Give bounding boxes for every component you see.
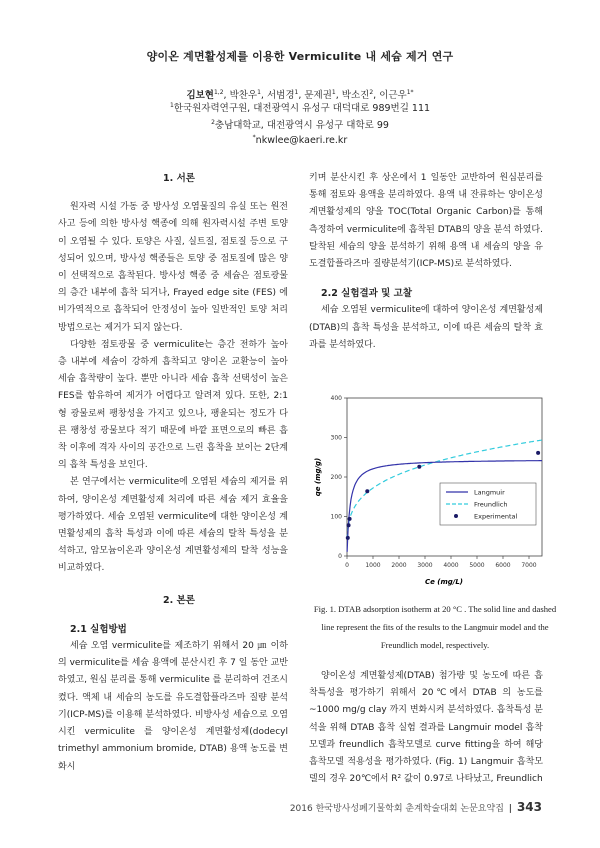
author-name: 박소진 [341, 90, 370, 102]
x-tick-label: 3000 [417, 562, 433, 569]
paper-title: 양이온 계면활성제를 이용한 Vermiculite 내 세슘 제거 연구 [146, 50, 454, 63]
left-column [58, 170, 288, 776]
section-body-heading: 2. 본론 [163, 594, 195, 606]
footer-separator: | [508, 804, 513, 814]
right-column-top [309, 170, 543, 354]
proceedings-title: 2016 한국방사성폐기물학회 춘계학술대회 논문요약집 [289, 804, 504, 814]
experimental-point [347, 523, 351, 527]
subsection-results-heading: 2.2 실험결과 및 고찰 [321, 288, 412, 300]
legend-langmuir-label: Langmuir [474, 488, 505, 497]
chart-legend [440, 483, 536, 525]
author-name: 서범경 [266, 90, 295, 102]
x-tick-label: 5000 [469, 562, 485, 569]
results-paragraph-1: 세슘 오염된 vermiculite에 대하여 양이온성 계면활성제(DTAB)의 흡착 특성을 분석하고, 이에 따른 세슘의 탈착 효과를 분석하였다. [309, 305, 543, 350]
experimental-point [346, 536, 350, 540]
author-name: 이근우 [379, 90, 407, 102]
experimental-point [348, 517, 352, 521]
y-tick-label: 200 [330, 474, 342, 481]
experimental-point [417, 465, 421, 469]
section-introduction-heading: 1. 서론 [163, 173, 195, 184]
y-tick-label: 300 [330, 434, 342, 442]
y-tick-label: 100 [330, 513, 342, 521]
methods-paragraph: 세슘 오염 vermiculite를 제조하기 위해서 20 ㎛ 이하의 vermiculite를 세슘 용액에 분산시킨 후 7 일 동안 교반하였고, 원심 분리를 통해 vermiculite 를 분리하여 건조시켰다. 액체 내 세슘의 농도를 유도결합플라즈마 질량 분석기(ICP-MS)를 이용해 분석하였다. 비방사성 세슘으로 오염시킨 vermiculite 를 양이온성 계면활성제(dodecyl trimethyl ammonium bromide, DTAB) 용액 농도를 변화시 [58, 641, 288, 772]
x-tick-label: 7000 [521, 562, 537, 569]
x-tick-label: 4000 [443, 562, 459, 569]
methods-paragraph-continued: 키며 분산시킨 후 상온에서 1 일동안 교반하여 원심분리를 통해 점토와 용액을 분리하였다. 용액 내 잔류하는 양이온성 계면활성제의 양을 TOC(Total Organic Carbon)를 통해 측정하여 vermiculite에 흡착된 DTAB의 양을 분석 하였다. 탈착된 세슘의 양을 분석하기 위해 용액 내 세슘의 양을 유도결합플라즈마 질량분석기(ICP-MS)로 분석하였다. [309, 173, 543, 270]
page-footer [290, 800, 542, 814]
intro-paragraph-2: 다양한 점토광물 중 vermiculite는 층간 전하가 높아 층 내부에 세슘이 강하게 흡착되고 양이온 교환능이 높아 세슘 흡착량이 높다. 뿐만 아니라 세슘 흡착 선택성이 높은 FES를 함유하여 제거가 어렵다고 알려져 있다. 또한, 2:1형 광물로써 팽창성을 가지고 있으나, 팽윤되는 정도가 다른 팽창성 광물보다 적기 때문에 바깥 표면으로의 빠른 흡착 이후에 격자 사이의 공간으로 느린 흡착을 보이는 2단계의 흡착 특성을 보인다. [58, 339, 288, 471]
adsorption-isotherm-chart [308, 388, 558, 588]
intro-paragraph-3: 본 연구에서는 vermiculite에 오염된 세슘의 제거를 위하여, 양이온성 계면활성제 처리에 따른 세슘 제거 효율을 평가하였다. 세슘 오염된 vermiculite에 대한 양이온성 계면활성제의 흡착 특성과 이에 따른 세슘의 탈착 특성을 분석하고, 암모늄이온과 양이온성 계면활성제의 탈착 성능을 비교하였다. [58, 477, 288, 574]
y-tick-label: 400 [330, 395, 342, 402]
legend-experimental-label: Experimental [474, 512, 518, 521]
affiliation-2: $^2$충남대학교, 대전광역시 유성구 대학로 99 [211, 118, 389, 131]
affiliation-1: $^1$한국원자력연구원, 대전광역시 유성구 대덕대로 989번길 111 [169, 101, 431, 114]
author-affiliation-mark: 1 [257, 89, 261, 96]
author-affiliation-mark: 1 [331, 89, 336, 96]
author-affiliation-mark: 1* [406, 89, 414, 96]
subsection-methods-heading: 2.1 실험방법 [70, 623, 127, 635]
legend-experimental-symbol [454, 514, 458, 518]
experimental-point [365, 489, 369, 493]
author-affiliation-mark: 2 [369, 89, 374, 96]
right-column-bottom [309, 668, 543, 788]
author-name: 박찬우 [229, 90, 258, 102]
x-axis-label: Ce (mg/L) [424, 578, 464, 586]
author-affiliation-mark: 1,2 [213, 89, 224, 96]
x-tick-label: 1000 [365, 562, 381, 569]
experimental-point [536, 451, 540, 455]
y-axis-label: qe (mg/g) [314, 457, 322, 497]
plot-frame [347, 398, 542, 556]
results-paragraph-2: 양이온성 계면활성제(DTAB) 첨가량 및 농도에 따른 흡착특성을 평가하기 위해서 20℃에서 DTAB 의 농도를 ~1000 mg/g clay 까지 변화시켜 분석하였다. 흡착특성 분석을 위해 DTAB 흡착 실험 결과를 Langmuir model 흡착모델과 freundlich 흡착모델로 curve fitting을 하여 해당 흡착모델 적용성을 평가하였다. (Fig. 1) Langmuir 흡착모델의 경우 20℃에서 R² 값이 0.97로 나타났고, Freundlich [309, 671, 543, 785]
author-name: 김보현 [186, 90, 214, 102]
figure-1-caption: Fig. 1. DTAB adsorption isotherm at 20 °C . The solid line and dashed line represent the fits of the results to the Langmuir model and the Freundlich model, respectively. [313, 604, 557, 650]
legend-freundlich-label: Freundlich [474, 500, 508, 509]
y-tick-label: 0 [338, 553, 342, 560]
page-number: 343 [516, 800, 542, 814]
author-name: 문제권 [304, 90, 332, 102]
author-affiliation-mark: 1 [294, 89, 299, 96]
x-tick-label: 6000 [495, 562, 511, 569]
x-tick-label: 0 [345, 562, 349, 569]
intro-paragraph-1: 원자력 시설 가동 중 방사성 오염물질의 유실 또는 원전 사고 등에 의한 방사성 핵종에 의해 원자력시설 주변 토양이 오염될 수 있다. 토양은 사질, 실트질, 점토질 등으로 구성되어 있으며, 방사성 핵종들은 토양 중 점토질에 많은 양이 선택적으로 흡착된다. 방사성 핵종 중 세슘은 점토광물의 층간 내부에 흡착 되거나, Frayed edge site (FES) 에 비가역적으로 흡착되어 안정성이 높아 일반적인 토양 처리 방법으로는 제거가 되지 않는다. [58, 202, 288, 333]
author-list: 김보현$^{1,2}$, 박찬우$^1$, 서범경$^1$, 문제권$^1$, 박소진$^2$, 이근우$^{1*}$ [186, 89, 414, 102]
x-tick-label: 2000 [391, 562, 407, 569]
corresponding-email: *nkwlee@kaeri.re.kr [252, 134, 348, 147]
